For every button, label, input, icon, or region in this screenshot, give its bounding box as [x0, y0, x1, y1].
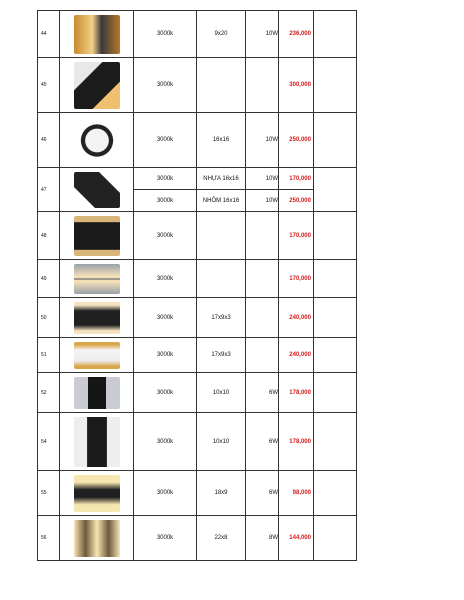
blank-cell	[314, 338, 357, 373]
wattage: 10W	[246, 11, 279, 58]
four-beam-wall-lamp-icon	[74, 520, 120, 557]
black-flat-wall-lamp-icon	[74, 302, 120, 334]
dimensions: 22x8	[197, 516, 246, 561]
item-number: 54	[38, 413, 60, 471]
dimensions: 18x9	[197, 471, 246, 516]
price: 250,000	[279, 113, 314, 168]
product-image-cell	[60, 212, 134, 260]
color-temperature: 3000k	[134, 471, 197, 516]
wattage	[246, 212, 279, 260]
color-temperature: 3000k	[134, 338, 197, 373]
round-ring-wall-lamp-icon	[74, 117, 120, 164]
product-price-table	[37, 10, 357, 561]
wattage: 10W	[246, 190, 279, 212]
table-row	[38, 260, 357, 298]
table-row	[38, 58, 357, 113]
product-image-cell	[60, 373, 134, 413]
table-row	[38, 212, 357, 260]
price: 240,000	[279, 298, 314, 338]
color-temperature: 3000k	[134, 373, 197, 413]
color-temperature: 3000k	[134, 190, 197, 212]
item-number: 45	[38, 58, 60, 113]
gold-curved-wall-lamp-icon	[74, 15, 120, 54]
color-temperature: 3000k	[134, 298, 197, 338]
blank-cell	[314, 168, 357, 212]
product-image-cell	[60, 113, 134, 168]
dimensions: 16x16	[197, 113, 246, 168]
price: 240,000	[279, 338, 314, 373]
price: 170,000	[279, 212, 314, 260]
wattage	[246, 298, 279, 338]
item-number: 56	[38, 516, 60, 561]
dimensions: NHỰA 16x16	[197, 168, 246, 190]
dimensions: 9x20	[197, 11, 246, 58]
color-temperature: 3000k	[134, 260, 197, 298]
table-row	[38, 516, 357, 561]
color-temperature: 3000k	[134, 413, 197, 471]
dimensions: 17x9x3	[197, 338, 246, 373]
product-image-cell	[60, 168, 134, 212]
price: 170,000	[279, 260, 314, 298]
color-temperature: 3000k	[134, 58, 197, 113]
dimensions	[197, 212, 246, 260]
table-row	[38, 471, 357, 516]
wattage	[246, 58, 279, 113]
multi-beam-wall-lamp-icon	[74, 475, 120, 512]
black-half-cylinder-lamp-icon	[74, 377, 120, 409]
black-square-wall-lamp-icon	[74, 62, 120, 109]
item-number: 49	[38, 260, 60, 298]
price: 178,000	[279, 373, 314, 413]
color-temperature: 3000k	[134, 168, 197, 190]
wattage: 10W	[246, 168, 279, 190]
grey-updown-wall-lamp-icon	[74, 264, 120, 294]
dimensions: 17x9x3	[197, 298, 246, 338]
blank-cell	[314, 516, 357, 561]
price: 300,000	[279, 58, 314, 113]
table-row	[38, 338, 357, 373]
wattage: 10W	[246, 113, 279, 168]
dimensions: NHÔM 16x16	[197, 190, 246, 212]
black-cube-wall-lamp-icon	[74, 216, 120, 256]
product-image-cell	[60, 413, 134, 471]
price: 178,000	[279, 413, 314, 471]
blank-cell	[314, 260, 357, 298]
dimensions	[197, 58, 246, 113]
color-temperature: 3000k	[134, 113, 197, 168]
item-number: 44	[38, 11, 60, 58]
price: 250,000	[279, 190, 314, 212]
color-temperature: 3000k	[134, 11, 197, 58]
dimensions: 10x10	[197, 373, 246, 413]
table-row	[38, 113, 357, 168]
wattage: 6W	[246, 471, 279, 516]
product-image-cell	[60, 58, 134, 113]
price: 144,000	[279, 516, 314, 561]
blank-cell	[314, 373, 357, 413]
wattage	[246, 338, 279, 373]
dimensions	[197, 260, 246, 298]
item-number: 48	[38, 212, 60, 260]
item-number: 55	[38, 471, 60, 516]
product-image-cell	[60, 516, 134, 561]
wattage	[246, 260, 279, 298]
item-number: 50	[38, 298, 60, 338]
item-number: 47	[38, 168, 60, 212]
diamond-square-wall-lamp-icon	[74, 172, 120, 208]
product-image-cell	[60, 11, 134, 58]
blank-cell	[314, 58, 357, 113]
dimensions: 10x10	[197, 413, 246, 471]
table-row	[38, 168, 357, 190]
item-number: 46	[38, 113, 60, 168]
price: 236,000	[279, 11, 314, 58]
blank-cell	[314, 413, 357, 471]
wattage: 6W	[246, 413, 279, 471]
table-row	[38, 298, 357, 338]
color-temperature: 3000k	[134, 212, 197, 260]
price: 170,000	[279, 168, 314, 190]
product-image-cell	[60, 471, 134, 516]
table-row	[38, 373, 357, 413]
item-number: 52	[38, 373, 60, 413]
product-image-cell	[60, 260, 134, 298]
blank-cell	[314, 113, 357, 168]
wattage: 8W	[246, 516, 279, 561]
table-row	[38, 11, 357, 58]
white-flat-wall-lamp-icon	[74, 342, 120, 369]
product-image-cell	[60, 298, 134, 338]
color-temperature: 3000k	[134, 516, 197, 561]
table-row	[38, 413, 357, 471]
product-image-cell	[60, 338, 134, 373]
blank-cell	[314, 471, 357, 516]
item-number: 51	[38, 338, 60, 373]
blank-cell	[314, 212, 357, 260]
price: 98,000	[279, 471, 314, 516]
tall-black-cylinder-lamp-icon	[74, 417, 120, 467]
blank-cell	[314, 298, 357, 338]
wattage: 6W	[246, 373, 279, 413]
blank-cell	[314, 11, 357, 58]
